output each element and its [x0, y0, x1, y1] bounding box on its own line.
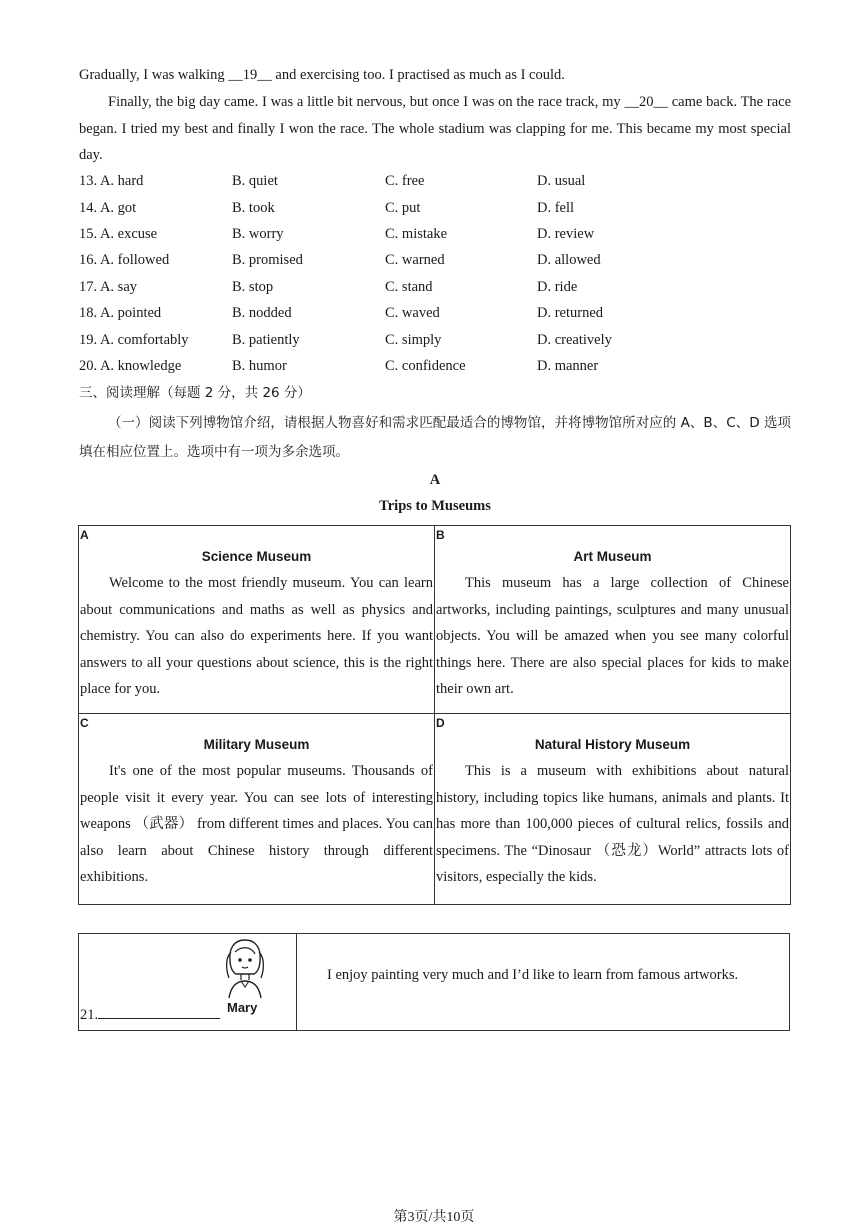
person-name: Mary [227, 1000, 258, 1015]
passage-text: came back. The race began. I tried my best and finally I won the race. The whole stadium was clapping for me. This became my most special day. [79, 94, 792, 163]
blank-19: __19__ [228, 67, 272, 83]
option-d: D. fell [537, 200, 575, 216]
option-c: C. simply [385, 332, 442, 348]
passage-text: Finally, the big day came. I was a little bit nervous, but once I was on the race track, my [108, 94, 625, 110]
option-d: D. manner [537, 358, 599, 374]
section-heading: 三、阅读理解（每题 2 分，共 26 分） [79, 385, 311, 401]
museum-description: Welcome to the most friendly museum. You can learn about communications and maths as well as physics and chemistry. You can also do experiments here. If you want answers to all your questions about science, this is the right place for you. [80, 575, 433, 697]
option-c: C. put [385, 200, 421, 216]
option-c: C. mistake [385, 226, 448, 242]
blank-20: __20__ [624, 94, 668, 110]
option-c: C. warned [385, 252, 445, 268]
option-b: B. nodded [232, 305, 292, 321]
museum-letter: C [80, 716, 89, 730]
option-b: B. patiently [232, 332, 300, 348]
museum-cell-c [79, 714, 435, 905]
question-21-person-cell [79, 934, 297, 1031]
option-row-18 [79, 300, 791, 326]
question-21-table [78, 933, 790, 1031]
option-c: C. stand [385, 279, 433, 295]
option-c: C. confidence [385, 358, 466, 374]
museum-cell-b [435, 526, 791, 714]
option-b: B. worry [232, 226, 284, 242]
passage-letter: A [429, 472, 441, 488]
option-c: C. waved [385, 305, 440, 321]
option-a: 20. A. knowledge [79, 358, 182, 374]
question-21-statement-cell [297, 934, 790, 1031]
option-row-17 [79, 274, 791, 300]
museum-letter: D [436, 716, 445, 730]
museum-letter: A [80, 528, 89, 542]
museum-name: Natural History Museum [534, 737, 691, 752]
option-row-15 [79, 221, 791, 247]
museum-letter: B [436, 528, 445, 542]
option-b: B. promised [232, 252, 303, 268]
table-row [79, 526, 791, 714]
passage-title: Trips to Museums [379, 498, 491, 514]
option-d: D. returned [537, 305, 604, 321]
option-a: 13. A. hard [79, 173, 144, 189]
museum-name: Art Museum [573, 549, 652, 564]
museum-cell-a [79, 526, 435, 714]
table-row [79, 714, 791, 905]
page-footer: 第3页/共10页 [393, 1210, 475, 1225]
answer-blank[interactable] [98, 1004, 220, 1019]
person-statement: I enjoy painting very much and I’d like to learn from famous artworks. [327, 967, 739, 983]
option-b: B. stop [232, 279, 274, 295]
passage-text: and exercising too. I practised as much as I could. [271, 67, 565, 83]
table-row [79, 934, 790, 1031]
museum-description: This museum has a large collection of Chinese artworks, including paintings, sculptures and many unusual objects. You will be amazed when you see many colorful things here. There are also special places for kids to make their own art. [436, 575, 789, 697]
option-row-13 [79, 168, 791, 194]
option-a: 16. A. followed [79, 252, 170, 268]
museum-name: Military Museum [203, 737, 310, 752]
question-number: 21. [80, 1007, 99, 1023]
museum-cell-d [435, 714, 791, 905]
passage-text: Gradually, I was walking [79, 67, 229, 83]
option-a: 18. A. pointed [79, 305, 162, 321]
option-a: 19. A. comfortably [79, 332, 189, 348]
girl-avatar-icon [221, 936, 269, 1000]
museum-description: It's one of the most popular museums. Thousands of people visit it every year. You can see lots of interesting weapons （武器） from different times and places. You can also learn about Chinese history through different exhibitions. [80, 763, 433, 885]
museum-name: Science Museum [201, 549, 312, 564]
option-a: 17. A. say [79, 279, 137, 295]
option-c: C. free [385, 173, 425, 189]
option-row-19 [79, 327, 791, 353]
option-d: D. usual [537, 173, 586, 189]
question-21-answer [80, 1004, 220, 1024]
option-row-14 [79, 195, 791, 221]
option-b: B. took [232, 200, 275, 216]
section-instruction: （一）阅读下列博物馆介绍，请根据人物喜好和需求匹配最适合的博物馆，并将博物馆所对应的 A、B、C、D 选项填在相应位置上。选项中有一项为多余选项。 [79, 415, 791, 460]
option-d: D. allowed [537, 252, 601, 268]
option-row-16 [79, 247, 791, 273]
option-d: D. review [537, 226, 595, 242]
option-d: D. creatively [537, 332, 612, 348]
option-b: B. quiet [232, 173, 278, 189]
option-b: B. humor [232, 358, 287, 374]
option-a: 15. A. excuse [79, 226, 158, 242]
museum-description: This is a museum with exhibitions about natural history, including topics like humans, animals and plants. It has more than 100,000 pieces of cultural relics, fossils and specimens. The “Dinosaur （恐龙）World” attracts lots of visitors, especially the kids. [436, 763, 789, 885]
passage-paragraph-20 [79, 89, 791, 169]
museum-table [78, 525, 791, 905]
option-a: 14. A. got [79, 200, 137, 216]
option-d: D. ride [537, 279, 578, 295]
option-row-20 [79, 353, 791, 379]
passage-line-19 [79, 62, 791, 89]
